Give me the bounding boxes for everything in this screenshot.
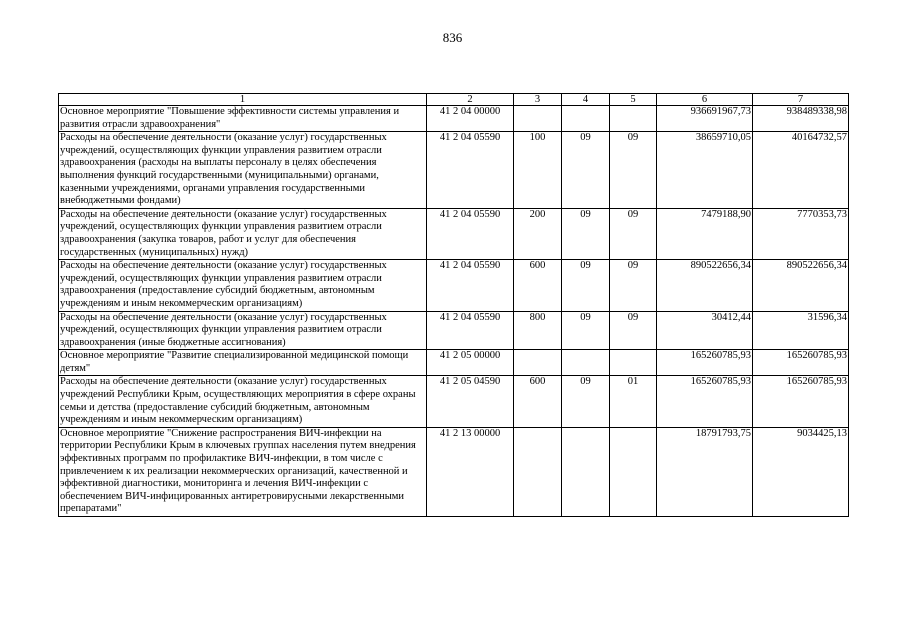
target-article-code: 41 2 05 04590 (427, 376, 514, 427)
section-code: 09 (562, 311, 610, 350)
subsection-code: 09 (610, 311, 657, 350)
table-row (59, 260, 849, 311)
amount-year-1: 7479188,90 (657, 208, 753, 259)
amount-year-2: 165260785,93 (753, 376, 849, 427)
section-code: 09 (562, 208, 610, 259)
row-description: Расходы на обеспечение деятельности (оказание услуг) государственных учреждений, осуществляющих функции управления развитием отрасли здравоохранения (иные бюджетные ассигнования) (59, 311, 427, 350)
amount-year-2: 7770353,73 (753, 208, 849, 259)
column-header: 4 (562, 94, 610, 106)
row-description: Основное мероприятие "Повышение эффективности системы управления и развития отрасли здравоохранения" (59, 106, 427, 132)
amount-year-2: 938489338,98 (753, 106, 849, 132)
row-description: Расходы на обеспечение деятельности (оказание услуг) государственных учреждений, осуществляющих функции управления развитием отрасли здравоохранения (предоставление субсидий бюджетным, автономным учреждениям и иным некоммерческим организациям) (59, 260, 427, 311)
column-header: 6 (657, 94, 753, 106)
section-code (562, 350, 610, 376)
row-description: Расходы на обеспечение деятельности (оказание услуг) государственных учреждений, осуществляющих функции управления развитием отрасли здравоохранения (закупка товаров, работ и услуг для обеспечения государственных (муниципальных) нужд) (59, 208, 427, 259)
expense-type-code: 600 (514, 376, 562, 427)
target-article-code: 41 2 04 05590 (427, 260, 514, 311)
section-code: 09 (562, 260, 610, 311)
table-row (59, 350, 849, 376)
row-description: Расходы на обеспечение деятельности (оказание услуг) государственных учреждений Республики Крым, осуществляющих мероприятия в сфере охраны семьи и детства (предоставление субсидий бюджетным, автономным учреждениям и иным некоммерческим организациям) (59, 376, 427, 427)
amount-year-2: 31596,34 (753, 311, 849, 350)
amount-year-1: 30412,44 (657, 311, 753, 350)
expense-type-code: 100 (514, 132, 562, 209)
page-number: 836 (442, 30, 463, 45)
table-row (59, 376, 849, 427)
column-header: 7 (753, 94, 849, 106)
column-header: 2 (427, 94, 514, 106)
target-article-code: 41 2 04 05590 (427, 311, 514, 350)
target-article-code: 41 2 04 05590 (427, 208, 514, 259)
expense-type-code (514, 106, 562, 132)
column-header: 5 (610, 94, 657, 106)
target-article-code: 41 2 04 00000 (427, 106, 514, 132)
section-code (562, 106, 610, 132)
column-header: 1 (59, 94, 427, 106)
table-row (59, 427, 849, 516)
amount-year-2: 165260785,93 (753, 350, 849, 376)
row-description: Основное мероприятие "Развитие специализированной медицинской помощи детям" (59, 350, 427, 376)
budget-table (58, 93, 849, 517)
row-description: Расходы на обеспечение деятельности (оказание услуг) государственных учреждений, осуществляющих функции управления развитием отрасли здравоохранения (расходы на выплаты персоналу в целях обеспечения выполнения функций государственными (муниципальными) органами, казенными учреждениями, органами управления государственными внебюджетными фондами) (59, 132, 427, 209)
amount-year-1: 890522656,34 (657, 260, 753, 311)
expense-type-code (514, 350, 562, 376)
row-description: Основное мероприятие "Снижение распространения ВИЧ-инфекции на территории Республики Крым в ключевых группах населения путем внедрения эффективных программ по профилактике ВИЧ-инфекции, в том числе с привлечением к их реализации некоммерческих организаций, качественной и эффективной диагностики, мониторинга и лечения ВИЧ-инфекции с обеспечением ВИЧ-инфицированных антиретровирусными лекарственными препаратами" (59, 427, 427, 516)
table-row (59, 132, 849, 209)
expense-type-code: 800 (514, 311, 562, 350)
expense-type-code (514, 427, 562, 516)
table-row (59, 208, 849, 259)
subsection-code: 09 (610, 260, 657, 311)
subsection-code: 09 (610, 132, 657, 209)
amount-year-2: 9034425,13 (753, 427, 849, 516)
section-code: 09 (562, 376, 610, 427)
section-code (562, 427, 610, 516)
table-row (59, 106, 849, 132)
target-article-code: 41 2 13 00000 (427, 427, 514, 516)
target-article-code: 41 2 04 05590 (427, 132, 514, 209)
target-article-code: 41 2 05 00000 (427, 350, 514, 376)
expense-type-code: 200 (514, 208, 562, 259)
subsection-code (610, 106, 657, 132)
subsection-code: 01 (610, 376, 657, 427)
section-code: 09 (562, 132, 610, 209)
amount-year-1: 165260785,93 (657, 376, 753, 427)
amount-year-2: 890522656,34 (753, 260, 849, 311)
subsection-code (610, 427, 657, 516)
subsection-code (610, 350, 657, 376)
amount-year-1: 936691967,73 (657, 106, 753, 132)
amount-year-1: 165260785,93 (657, 350, 753, 376)
expense-type-code: 600 (514, 260, 562, 311)
column-header: 3 (514, 94, 562, 106)
amount-year-2: 40164732,57 (753, 132, 849, 209)
subsection-code: 09 (610, 208, 657, 259)
amount-year-1: 18791793,75 (657, 427, 753, 516)
table-row (59, 311, 849, 350)
amount-year-1: 38659710,05 (657, 132, 753, 209)
column-header-row (59, 94, 849, 106)
